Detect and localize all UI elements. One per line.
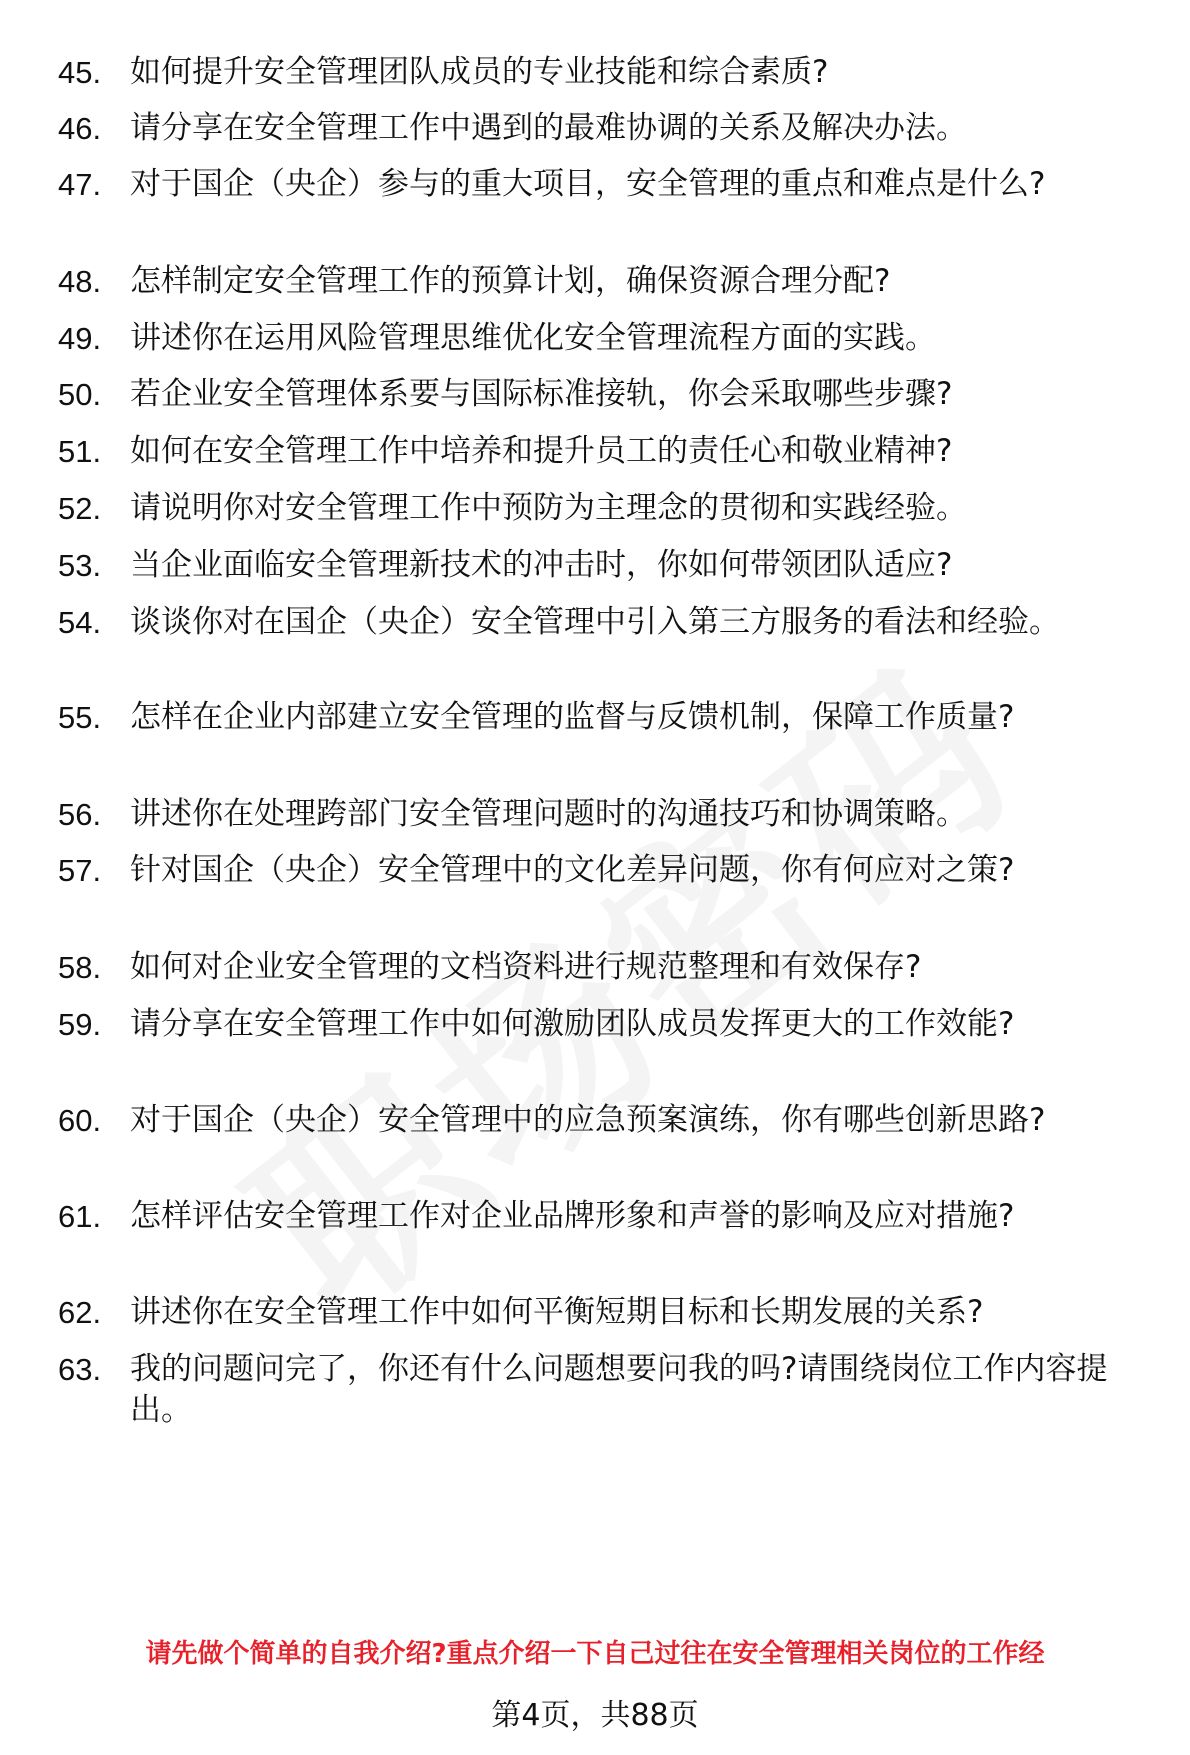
question-number: 50. xyxy=(58,377,102,412)
question-text: 当企业面临安全管理新技术的冲击时，你如何带领团队适应? xyxy=(130,547,953,583)
question-number: 59. xyxy=(58,1007,102,1042)
question-item xyxy=(58,545,1148,586)
question-number: 62. xyxy=(58,1295,102,1330)
question-item xyxy=(58,261,1148,302)
question-text: 针对国企（央企）安全管理中的文化差异问题，你有何应对之策? xyxy=(130,852,1015,888)
question-item xyxy=(58,1292,1148,1333)
question-text: 对于国企（央企）安全管理中的应急预案演练，你有哪些创新思路? xyxy=(130,1102,1046,1138)
question-text: 如何在安全管理工作中培养和提升员工的责任心和敬业精神? xyxy=(130,433,953,469)
question-number: 48. xyxy=(58,264,102,299)
question-number: 54. xyxy=(58,605,102,640)
question-item xyxy=(58,108,1148,149)
question-number: 46. xyxy=(58,111,102,146)
question-text: 对于国企（央企）参与的重大项目，安全管理的重点和难点是什么? xyxy=(130,166,1046,202)
question-number: 49. xyxy=(58,321,102,356)
question-number: 56. xyxy=(58,797,102,832)
question-number: 58. xyxy=(58,950,102,985)
question-item xyxy=(58,52,1148,93)
question-text: 如何提升安全管理团队成员的专业技能和综合素质? xyxy=(130,54,829,90)
question-item xyxy=(58,488,1148,529)
question-text: 谈谈你对在国企（央企）安全管理中引入第三方服务的看法和经验。 xyxy=(130,604,1060,640)
question-item xyxy=(58,1004,1148,1045)
question-text: 怎样制定安全管理工作的预算计划，确保资源合理分配? xyxy=(130,263,891,299)
question-text: 讲述你在安全管理工作中如何平衡短期目标和长期发展的关系? xyxy=(130,1294,984,1330)
question-text: 如何对企业安全管理的文档资料进行规范整理和有效保存? xyxy=(130,949,922,985)
question-item xyxy=(58,697,1148,738)
question-text: 请分享在安全管理工作中遇到的最难协调的关系及解决办法。 xyxy=(130,110,967,146)
question-text: 请分享在安全管理工作中如何激励团队成员发挥更大的工作效能? xyxy=(130,1006,1015,1042)
question-number: 53. xyxy=(58,548,102,583)
question-item xyxy=(58,602,1148,643)
question-text: 讲述你在运用风险管理思维优化安全管理流程方面的实践。 xyxy=(130,320,936,356)
question-number: 60. xyxy=(58,1103,102,1138)
question-text: 怎样在企业内部建立安全管理的监督与反馈机制，保障工作质量? xyxy=(130,699,1015,735)
question-text: 若企业安全管理体系要与国际标准接轨，你会采取哪些步骤? xyxy=(130,376,953,412)
question-text: 讲述你在处理跨部门安全管理问题时的沟通技巧和协调策略。 xyxy=(130,796,967,832)
question-number: 55. xyxy=(58,700,102,735)
question-item xyxy=(58,318,1148,359)
question-item xyxy=(58,374,1148,415)
question-number: 51. xyxy=(58,434,102,469)
question-number: 61. xyxy=(58,1199,102,1234)
question-item xyxy=(58,1100,1148,1141)
question-text: 请说明你对安全管理工作中预防为主理念的贯彻和实践经验。 xyxy=(130,490,967,526)
question-number: 57. xyxy=(58,853,102,888)
question-text: 怎样评估安全管理工作对企业品牌形象和声誉的影响及应对措施? xyxy=(130,1198,1015,1234)
question-item xyxy=(58,947,1148,988)
question-item xyxy=(58,431,1148,472)
question-item xyxy=(58,1349,1148,1431)
question-number: 52. xyxy=(58,491,102,526)
question-number: 63. xyxy=(58,1352,102,1387)
question-number: 45. xyxy=(58,55,102,90)
question-item xyxy=(58,850,1148,891)
question-number: 47. xyxy=(58,167,102,202)
question-item xyxy=(58,794,1148,835)
footer-notice: 请先做个简单的自我介绍?重点介绍一下自己过往在安全管理相关岗位的工作经 xyxy=(145,1639,1045,1669)
question-item xyxy=(58,1196,1148,1237)
page-number: 第4页，共88页 xyxy=(491,1698,699,1733)
question-item xyxy=(58,164,1148,205)
question-text: 我的问题问完了，你还有什么问题想要问我的吗?请围绕岗位工作内容提出。 xyxy=(130,1351,1108,1428)
